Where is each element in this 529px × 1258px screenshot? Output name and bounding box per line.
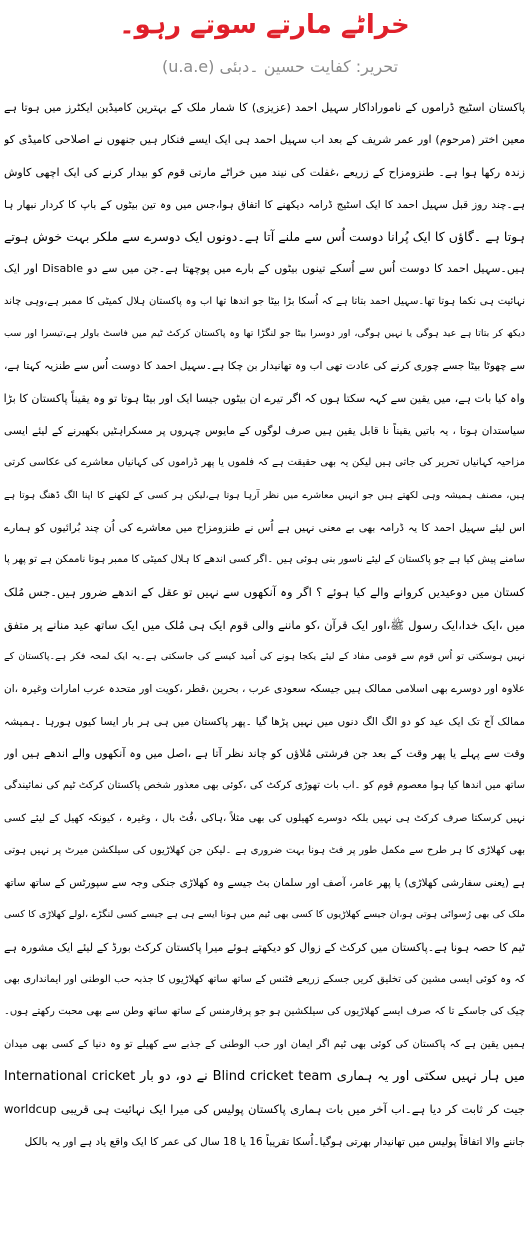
article-line: معین اختر (مرحوم) اور عمر شریف کے بعد اب سہیل احمد ہی ایک ایسے فنکار ہیں جنھوں نے اصلاحی کامیڈی کو [4, 133, 525, 147]
article-line: ممالک آج تک ایک عید کو دو الگ الگ دنوں میں نہیں پڑھا گیا ۔پھر پاکستان میں ہی ہر بار ایسا کیوں ہورہا ۔ہمیشہ [4, 715, 525, 728]
article-body [4, 92, 525, 1158]
article-line: ہے۔چند روز قبل سہیل احمد کا ایک اسٹیج ڈرامہ دیکھنے کا اتفاق ہوا،جس میں وہ تین بیٹوں کے باپ کا کردار نبھار ہا [4, 198, 525, 211]
article-line: ہمیں یقین ہے کہ پاکستان کی کوئی بھی ٹیم اگر ایمان اور حب الوطنی کے جذبے سے کھیلے تو وہ دنیا کے کسی بھی میدان [4, 1038, 525, 1050]
article-line: ٹیم کا حصہ ہونا ہے۔پاکستان میں کرکٹ کے زوال کو دیکھتے ہوئے میرا پاکستان کرکٹ بورڈ کے لیئے ایک مشورہ ہے [4, 940, 525, 954]
article-line: کہ وہ کوئی ایسی مشین کی تخلیق کریں جسکے زریعے فٹنس کے ساتھ ساتھ کھلاڑیوں کا جذبہ حب الوطنی اور ایمانداری بھی [4, 974, 525, 986]
article-line: مزاحیہ کہانیاں تحریر کی جاتی ہیں لیکن یہ بھی حقیقت ہے کہ فلموں یا پھر ڈراموں کی کہانیاں معاشرے کی عکاسی کرتی [4, 457, 525, 469]
article-line: سامنے پیش کیا ہے جو پاکستان کے لیئے ناسور بنی ہوئی ہیں ۔اگر کسی اندھے کا ہلال کمیٹی کا ممبر ہونا ناممکن ہے تو پھر پا [4, 554, 525, 566]
article-line: پاکستان اسٹیج ڈراموں کے ناموراداکار سہیل احمد (عزیزی) کا شمار ملک کے بہترین کامیڈین ایکٹرز میں ہوتا ہے [4, 101, 525, 114]
article-line: کستان میں دوعیدیں کروانے والے کیا ہوئے ؟ اگر وہ آنکھوں سے نہیں تو عقل کے اندھے ضرور ہیں۔جس مُلک [4, 585, 525, 600]
article-line: زندہ رکھا ہوا ہے۔ طنزومزاح کے زریعے ،غفلت کی نیند میں خراٹے مارتی قوم کو بیدار کرنے کی ایک اچھی کاوش [4, 165, 525, 179]
article-line: چیک کی جاسکے تا کہ صرف ایسے کھلاڑیوں کی سیلکشین ہو جو پرفارمنس کے ساتھ ساتھ وطن سے بھی محبت رکھتے ہوں۔ [4, 1006, 525, 1018]
article-line: worldcup جیت کر ثابت کر دیا ہے۔اب آخر میں بات ہماری پاکستان پولیس کی میرا ایک نہائیت ہی قریبی [4, 1102, 525, 1117]
article-line: جاننے والا اتفاقاً پولیس میں تھانیدار بھرتی ہوگیا۔اُسکا تقریباً 16 یا 18 سال کی عمر کا ایک واقع یاد ہے اور یہ بالکل [24, 1135, 525, 1148]
article-line: ہوتا ہے ۔گاؤں کا ایک پُرانا دوست اُس سے ملنے آتا ہے۔دونوں ایک دوسرے سے ملکر بہت خوش ہوتے [4, 229, 525, 245]
article-line: ملک کی بھی رُسوائی ہوتی ہو،ان جیسے کھلاڑیوں کا کسی بھی ٹیم میں ہونا ایسے ہی ہے جیسے کسی لنگڑے ،لولے کھلاڑی کا کسی [4, 909, 525, 921]
article-line: سیاستدان ہوتا ، یہ باتیں یقیناً نا قابل یقین ہیں صرف لوگوں کے مایوس چہروں پر مسکراہٹیں بکھیرنے کے لیئے ایسی [4, 424, 525, 437]
article-line: دیکھ کر بتاتا ہے عید ہوگی یا نہیں ہوگی، اور دوسرا بیٹا جو لنگڑا تھا وہ پاکستان کرکٹ ٹیم میں فاسٹ باولر ہے،تیسرا اور سب [4, 328, 525, 340]
article-line: نہیں ہوسکتی تو اُس قوم سے قومی مفاد کے لیئے یکجا ہونے کی اُمید کیسے کی جاسکتی ہے۔یہ ایک لمحہ فکر ہے۔پاکستان کے [4, 651, 525, 663]
article-line: نہائیت ہی نکما ہوتا تھا۔سہیل احمد بتاتا ہے کہ اُسکا بڑا بیٹا جو اندھا تھا اب وہ پاکستان ہلال کمیٹی کا ممبر ہے،وہی چاند [4, 295, 525, 307]
article-line: بھی کھلاڑی کا ہر طرح سے مکمل طور پر فٹ ہونا بہت ضروری ہے ۔لیکن جن کھلاڑیوں کی سیلکشن میرٹ پر نہیں ہوتی [4, 844, 525, 856]
article-line: ہیں، مصنف ہمیشہ وہی لکھتے ہیں جو انہیں معاشرے میں نظر آرہا ہوتا ہے،لیکن ہر کسی کے لکھنے کا اپنا الگ ڈھنگ ہوتا ہے [4, 489, 525, 501]
article-line: ہے (یعنی سفارشی کھلاڑی) یا پھر عامر، آصف اور سلمان بٹ جیسے وہ کھلاڑی جنکی وجہ سے سپورٹس کے ساتھ ساتھ [4, 877, 525, 890]
article-line: میں ہار نہیں سکتی اور یہ ہماری Blind cricket team نے دو، دو بار International cricket [4, 1068, 525, 1084]
article-line: ہیں۔سہیل احمد کا دوست اُس سے اُسکے تینوں بیٹوں کے بارے میں پوچھتا ہے۔جن میں سے دو Disable اور ایک [4, 262, 525, 276]
article-line: واہ کیا بات ہے، میں یقین سے کہہ سکتا ہوں کہ اگر تیرے ان بیٹوں جیسا ایک اور بیٹا ہوتا تو وہ یقیناً پاکستان کا بڑا [4, 391, 525, 405]
article-line: میں ،ایک خدا،ایک رسول ﷺ،اور ایک قرآن ،کو ماننے والی قوم ایک ہی مُلک میں ایک ساتھ عید منانے پر متفق [4, 617, 525, 632]
article-byline: تحریر: کفایت حسین ۔دبئی (u.a.e) [161, 57, 399, 76]
article-line: سے چھوٹا بیٹا جسے چوری کرنے کی عادت تھی اب وہ تھانیدار بن چکا ہے۔سہیل احمد کا دوست اُس سے طنزیہ کہتا ہے، [4, 360, 525, 373]
article-line: ساتھ میں اندھا کیا ہوا معصوم قوم کو ۔اب بات تھوڑی کرکٹ کی ،کوئی بھی معذور شخص پاکستان کرکٹ ٹیم کی نمائیندگی [4, 780, 525, 792]
article-line: اس لیئے سہیل احمد کا یہ ڈرامہ بھی بے معنی نہیں ہے اُس نے طنزومزاح میں معاشرے کی اُن چند بُرائیوں کو ہمارے [4, 521, 525, 534]
article-line: علاوہ اور دوسرے بھی اسلامی ممالک ہیں جیسکہ سعودی عرب ، بحرین ،قطر ،کویت اور متحدہ عرب امارات وغیرہ ،ان [4, 683, 525, 696]
article-line: وقت سے پہلے یا پھر وقت کے بعد جن فرشتی مُلاؤں کو چاند نظر آتا ہے ،اصل میں وہ آنکھوں والے اندھے ہیں اور [4, 746, 525, 760]
article-line: نہیں کرسکتا صرف کرکٹ ہی نہیں بلکہ دوسرے کھیلوں کی بھی مثلاً ،ہاکی ،فُٹ بال ، وغیرہ ، کیونکہ کھیل کے لیئے کسی [4, 812, 525, 824]
article-title: خراٹے مارتے سوتے رہو۔ [119, 10, 410, 40]
